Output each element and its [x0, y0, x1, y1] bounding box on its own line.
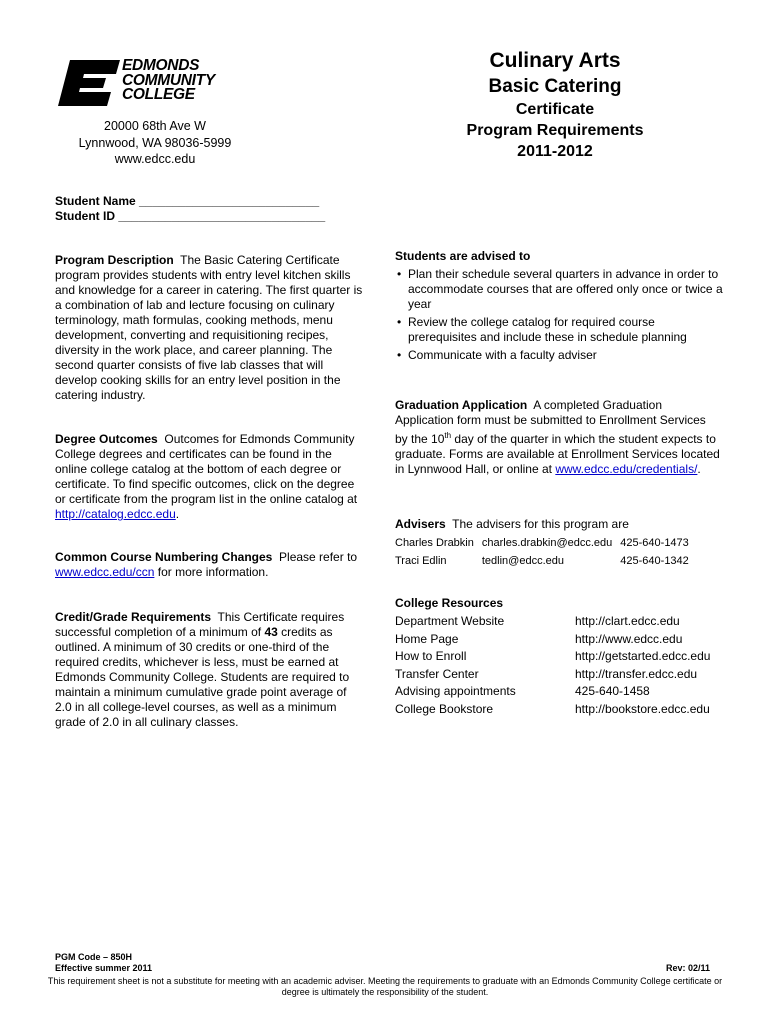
title-block — [450, 47, 660, 162]
address-city: Lynnwood, WA 98036-5999 — [78, 135, 232, 150]
resource-label: Advising appointments — [395, 684, 516, 698]
table-row — [395, 613, 710, 631]
advised-list — [395, 267, 725, 363]
resource-label: Home Page — [395, 631, 459, 646]
ccn-section: Common Course Numbering Changes Please refer to www.edcc.edu/ccn for more information. — [55, 550, 358, 579]
college-address — [60, 118, 250, 168]
credit-requirements-heading: Credit/Grade Requirements — [55, 610, 212, 624]
program-description-heading: Program Description — [55, 253, 174, 267]
college-logo-text: EDMONDS COMMUNITY COLLEGE — [122, 57, 215, 103]
disclaimer: This requirement sheet is not a substitute for meeting with an academic adviser. Meeting the requirements to graduate with an Edmonds Community College certificate or degree is ultimately the responsibility of the student. — [47, 976, 723, 997]
credit-requirements: Credit/Grade Requirements This Certificate requires successful completion of a minimum of 43 credits as outlined. A minimum of 30 credits or one-third of the required credits, whichever is less, must be earned at Edmonds Community College. Students are required to maintain a minimum cumulative grade point average of 2.0 in all college-level courses, as well as a minimum grade of 2.0 in all culinary classes. — [55, 610, 350, 729]
graduation-heading: Graduation Application — [395, 398, 528, 412]
adviser-email[interactable]: tedlin@edcc.edu — [481, 555, 564, 567]
advised-item: • Review the college catalog for required course prerequisites and include these in schedule planning — [408, 315, 725, 345]
graduation-application: Graduation Application A completed Graduation Application form must be submitted to Enrollment Services by the 10th day of the quarter in which the student expects to graduate. Forms are available at Enrollment Services located in Lynnwood Hall, or online at www.edcc.edu/credentials/. — [395, 398, 720, 476]
college-resources — [395, 596, 725, 718]
footer-program-code — [55, 952, 152, 974]
credentials-link[interactable]: www.edcc.edu/credentials/ — [555, 462, 698, 476]
student-id-field[interactable]: Student ID _______________________________ — [55, 208, 326, 223]
table-row — [395, 683, 710, 701]
ccn-link[interactable]: www.edcc.edu/ccn — [55, 565, 155, 579]
program-description-body: The Basic Catering Certificate program provides students with entry level kitchen skills and knowledge for a career in catering. The first quarter is a combination of lab and lecture focusing on culinary terminology, math formulas, cooking methods, menu development, converting and requisitioning recipes, diversity in the work place, and career planning. The second quarter consists of five lab classes that will develop cooking skills for an entry level position in the catering industry. — [55, 253, 363, 402]
resource-label: Department Website — [395, 614, 505, 628]
address-web: www.edcc.edu — [114, 152, 196, 166]
academic-year: 2011-2012 — [517, 143, 593, 160]
resources-table — [395, 613, 710, 718]
table-row — [395, 701, 710, 719]
adviser-name: Traci Edlin — [395, 555, 447, 567]
resource-value[interactable]: http://www.edcc.edu — [575, 631, 683, 646]
adviser-name: Charles Drabkin — [395, 537, 474, 549]
resource-label: Transfer Center — [395, 666, 479, 681]
program-name: Basic Catering — [488, 76, 622, 97]
table-row — [395, 666, 710, 684]
adviser-phone: 425-640-1473 — [620, 537, 689, 549]
program-title: Culinary Arts — [489, 49, 621, 72]
address-street: 20000 68th Ave W — [104, 119, 206, 133]
adviser-email[interactable]: charles.drabkin@edcc.edu — [481, 537, 613, 549]
advisers-intro: The advisers for this program are — [452, 517, 629, 531]
program-description — [55, 253, 365, 403]
student-fields — [55, 194, 325, 223]
degree-outcomes-heading: Degree Outcomes — [55, 432, 158, 446]
pgm-code: PGM Code – 850H — [55, 952, 133, 962]
degree-outcomes-body: Outcomes for Edmonds Community College degrees and certificates can be found in the online college catalog at the bottom of each degree or certificate. To find specific outcomes, click on the degree or certificate from the program list in the online catalog at — [55, 432, 358, 506]
advised-section — [395, 249, 725, 366]
award-type: Certificate — [515, 101, 595, 118]
resource-label: College Bookstore — [395, 701, 494, 716]
revision-date: Rev: 02/11 — [665, 963, 710, 973]
table-row — [395, 631, 710, 649]
student-name-field[interactable]: Student Name ___________________________ — [55, 194, 320, 208]
credit-count: 43 — [264, 625, 278, 639]
resource-value: 425-640-1458 — [575, 684, 650, 698]
advised-heading: Students are advised to — [395, 249, 531, 263]
catalog-link[interactable]: http://catalog.edcc.edu — [55, 507, 176, 521]
college-resources-heading: College Resources — [395, 596, 504, 610]
resource-value[interactable]: http://transfer.edcc.edu — [575, 666, 698, 681]
table-row — [395, 648, 710, 666]
resource-value[interactable]: http://getstarted.edcc.edu — [575, 649, 711, 663]
adviser-phone: 425-640-1342 — [620, 555, 689, 567]
table-row — [395, 536, 697, 554]
advised-item: • Plan their schedule several quarters in advance in order to accommodate courses that are offered only once or twice a year — [408, 267, 725, 312]
advisers-heading: Advisers — [395, 517, 446, 531]
college-logo — [58, 57, 248, 108]
resource-value[interactable]: http://bookstore.edcc.edu — [575, 701, 710, 716]
advised-item: • Communicate with a faculty adviser — [408, 348, 725, 363]
resource-value[interactable]: http://clart.edcc.edu — [575, 614, 680, 628]
resource-label: How to Enroll — [395, 649, 467, 663]
document-title: Program Requirements — [466, 122, 644, 139]
table-row — [395, 554, 697, 572]
college-logo-mark-icon — [58, 60, 120, 106]
advisers-section — [395, 517, 725, 572]
effective-date: Effective summer 2011 — [55, 963, 153, 973]
ccn-body: Please refer to — [279, 550, 358, 564]
ccn-heading: Common Course Numbering Changes — [55, 550, 273, 564]
degree-outcomes: Degree Outcomes Outcomes for Edmonds Community College degrees and certificates can be found in the online college catalog at the bottom of each degree or certificate. To find specific outcomes, click on the degree or certificate from the program list in the online catalog at http://catalog.edcc.edu. — [55, 432, 358, 521]
advisers-table — [395, 536, 697, 572]
